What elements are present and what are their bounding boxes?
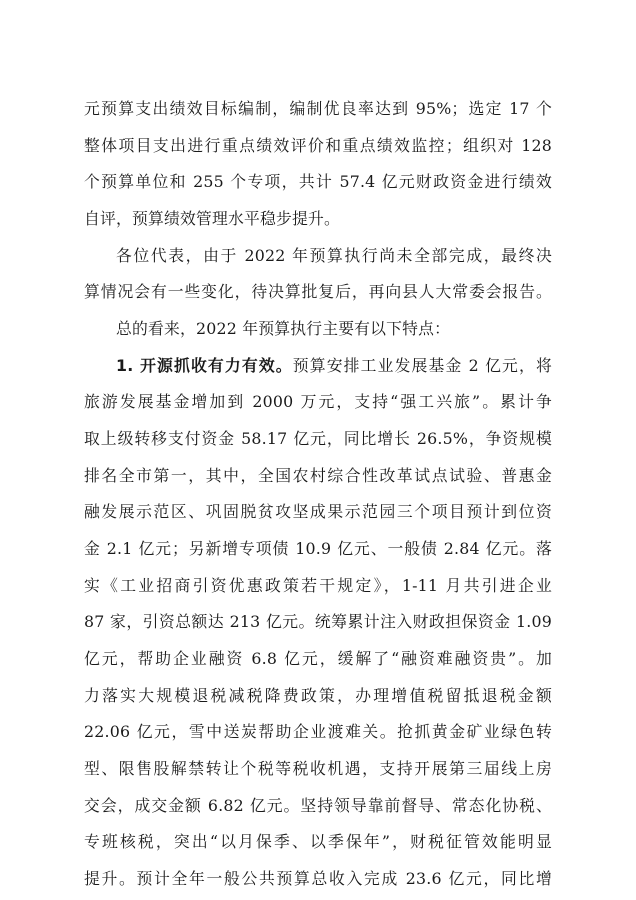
text-line: 提升。预计全年一般公共预算总收入完成 23.6 亿元，同比增: [84, 869, 552, 888]
text-line: 排名全市第一，其中，全国农村综合性改革试点试验、普惠金: [84, 466, 552, 485]
text-line: 算情况会有一些变化，待决算批复后，再向县人大常委会报告。: [84, 282, 552, 301]
text-line: 个预算单位和 255 个专项，共计 57.4 亿元财政资金进行绩效: [84, 172, 552, 191]
text-line: 取上级转移支付资金 58.17 亿元，同比增长 26.5%，争资规模: [84, 429, 552, 448]
text-line: 自评，预算绩效管理水平稳步提升。: [84, 209, 340, 228]
text-span: 预算安排工业发展基金 2 亿元，将: [292, 356, 552, 375]
section-heading: 1. 开源抓收有力有效。: [116, 356, 293, 375]
text-line: 专班核税，突出“以月保季、以季保年”，财税征管效能明显: [84, 832, 552, 851]
text-line: 各位代表，由于 2022 年预算执行尚未全部完成，最终决: [116, 246, 552, 265]
text-line: 力落实大规模退税减税降费政策，办理增值税留抵退税金额: [84, 686, 552, 705]
text-line: 87 家，引资总额达 213 亿元。统筹累计注入财政担保资金 1.09: [84, 612, 552, 631]
text-line: 亿元，帮助企业融资 6.8 亿元，缓解了“融资难融资贵”。加: [84, 649, 552, 668]
text-line: 交会，成交金额 6.82 亿元。坚持领导靠前督导、常态化协税、: [84, 796, 552, 815]
text-line: 金 2.1 亿元；另新增专项债 10.9 亿元、一般债 2.84 亿元。落: [84, 539, 552, 558]
paragraph-first-line: [116, 356, 552, 378]
text-line: 型、限售股解禁转让个税等税收机遇，支持开展第三届线上房: [84, 759, 552, 778]
text-line: 融发展示范区、巩固脱贫攻坚成果示范园三个项目预计到位资: [84, 502, 552, 521]
text-line: 实《工业招商引资优惠政策若干规定》，1-11 月共引进企业: [84, 576, 552, 595]
text-line: 整体项目支出进行重点绩效评价和重点绩效监控；组织对 128: [84, 136, 552, 155]
text-line: 元预算支出绩效目标编制，编制优良率达到 95%；选定 17 个: [84, 99, 552, 118]
text-line: 旅游发展基金增加到 2000 万元，支持“强工兴旅”。累计争: [84, 392, 552, 411]
text-line: 总的看来，2022 年预算执行主要有以下特点：: [116, 319, 451, 338]
text-line: 22.06 亿元，雪中送炭帮助企业渡难关。抢抓黄金矿业绿色转: [84, 722, 552, 741]
